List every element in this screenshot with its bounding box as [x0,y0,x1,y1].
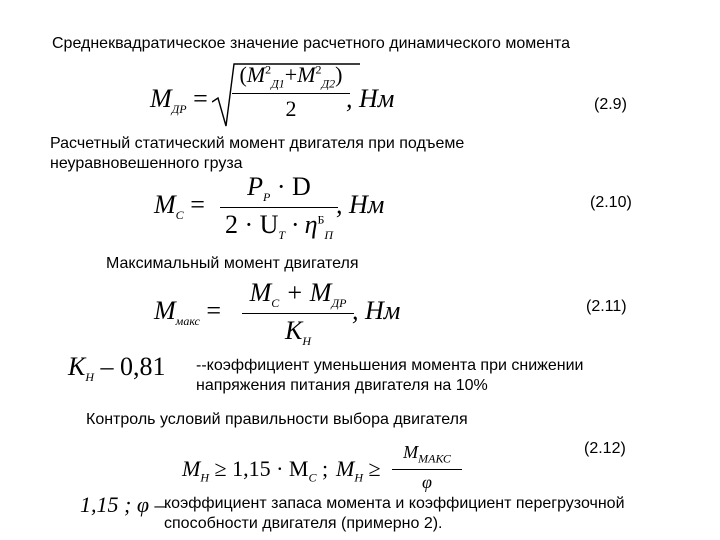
eq-2-10-lhs: $M_C$ = [154,190,205,223]
eq-2-11-unit: , Нм [352,296,401,325]
eq-2-12-right: $M_H$ ≥ [336,456,381,485]
eq-2-10-number: (2.10) [590,194,632,211]
footer-desc-line1: коэффициент запаса момента и коэффициент перегрузочной [164,495,625,512]
footer-symbols: 1,15 ; φ – [80,492,166,517]
page-title: Среднеквадратическое значение расчетного динамического момента [52,35,571,52]
footer-desc-line2: способности двигателя (примерно 2). [164,515,443,532]
eq-2-11-number: (2.11) [586,298,627,315]
eq-2-9-fraction: $(M^2_{Д1}+M^2_{Д2})$ 2 [232,62,350,122]
eq-2-10-fraction: $P_P \cdot D$ $2 \cdot U_T \cdot \eta^Б_П$ [220,172,338,243]
eq-2-9-number: (2.9) [594,96,627,113]
eq-2-12-left: $M_H \ge 1,15 \cdot M_C$ ; [182,456,329,485]
eq-2-12-number: (2.12) [584,440,626,457]
eq-2-10-unit: , Нм [336,190,385,219]
control-text: Контроль условий правильности выбора двигателя [86,411,468,428]
kh-desc-line2: напряжения питания двигателя на 10% [196,377,488,394]
static-moment-text-line1: Расчетный статический момент двигателя при подъеме [50,135,465,152]
static-moment-text-line2: неуравновешенного груза [50,155,243,172]
kh-formula: $K_H - 0,81$ [68,352,166,385]
eq-2-11-lhs: $M_{макс}$ = [154,296,221,329]
eq-2-12-fraction: $M_{МАКС}$ φ [392,442,462,493]
max-moment-text: Максимальный момент двигателя [106,255,359,272]
kh-desc-line1: --коэффициент уменьшения момента при снижении [196,357,584,374]
eq-2-9-unit: , Нм [346,84,395,113]
eq-2-11-fraction: $M_C + M_{ДР}$ $K_H$ [242,278,354,349]
eq-2-9-lhs: $M_{ДР}$ = [150,84,208,117]
